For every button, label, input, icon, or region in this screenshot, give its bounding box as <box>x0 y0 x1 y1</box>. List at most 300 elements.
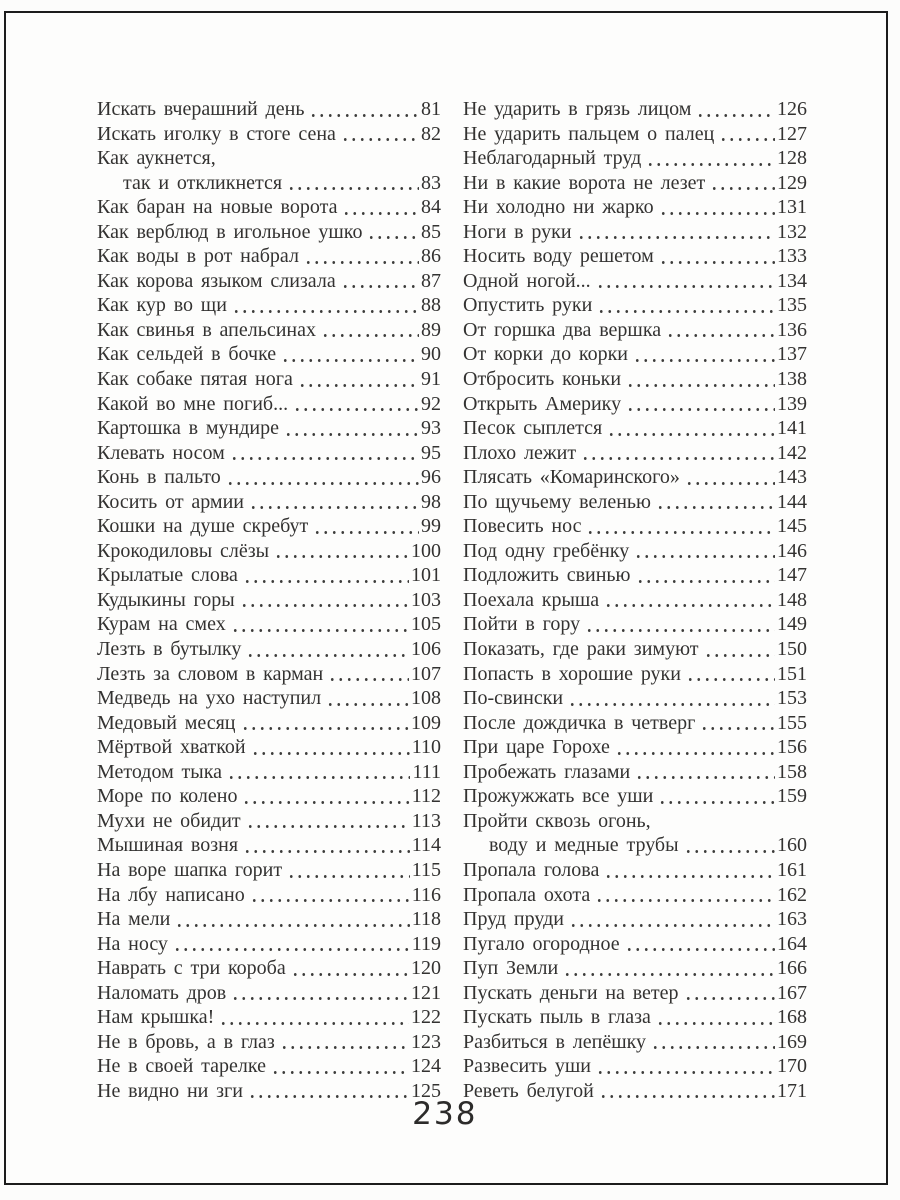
dot-leader <box>341 122 419 147</box>
toc-entry <box>97 293 441 318</box>
toc-entry-page: 108 <box>411 687 441 710</box>
toc-entry-page: 96 <box>421 466 441 489</box>
toc-entry-title: Плохо лежит <box>463 441 577 464</box>
toc-entry-page: 139 <box>777 392 807 415</box>
toc-entry <box>97 318 441 343</box>
toc-entry <box>463 539 807 564</box>
dot-leader <box>246 809 410 834</box>
toc-entry <box>463 367 807 392</box>
dot-leader <box>597 293 775 318</box>
toc-entry-title: Как сельдей в бочке <box>97 343 277 366</box>
toc-entry-page: 115 <box>411 858 441 881</box>
toc-entry-first-line <box>97 146 441 171</box>
toc-entry-page: 90 <box>421 343 441 366</box>
toc-entry-page: 151 <box>777 662 807 685</box>
dot-leader <box>309 97 419 122</box>
toc-entry-title: Медовый месяц <box>97 711 236 734</box>
dot-leader <box>625 932 775 957</box>
toc-entry-page: 128 <box>777 147 807 170</box>
toc-entry <box>97 735 441 760</box>
toc-entry-page: 171 <box>777 1079 807 1102</box>
dot-leader <box>615 735 775 760</box>
toc-entry <box>97 956 441 981</box>
toc-entry <box>97 711 441 736</box>
toc-entry-title: От горшка два вершка <box>463 318 662 341</box>
toc-entry-title: Как свинья в апельсинах <box>97 318 317 341</box>
toc-entry-page: 132 <box>777 220 807 243</box>
toc-entry <box>97 883 441 908</box>
toc-entry-title: Косить от армии <box>97 490 244 513</box>
toc-entry-page: 126 <box>777 98 807 120</box>
toc-entry-title: Мёртвой хваткой <box>97 736 246 759</box>
dot-leader <box>246 637 409 662</box>
toc-entry-page: 118 <box>411 908 441 931</box>
toc-entry-title: Прожужжать все уши <box>463 785 654 808</box>
dot-leader <box>659 244 775 269</box>
toc-entry <box>97 760 441 785</box>
toc-entry <box>463 981 807 1006</box>
toc-entry-title: Как баран на новые ворота <box>97 196 338 219</box>
dot-leader <box>595 883 775 908</box>
dot-leader <box>710 171 775 196</box>
dot-leader <box>604 588 775 613</box>
dot-leader <box>291 956 409 981</box>
toc-entry-title: Пробежать глазами <box>463 760 631 783</box>
toc-entry-page: 131 <box>777 196 807 219</box>
toc-entry-page: 149 <box>777 613 807 636</box>
toc-entry-title: Развесить уши <box>463 1055 591 1078</box>
toc-entry-title: Кошки на душе скребут <box>97 515 309 538</box>
toc-entry-page: 111 <box>412 760 441 783</box>
dot-leader <box>666 318 775 343</box>
toc-entry-page: 166 <box>777 957 807 980</box>
toc-entry-page: 109 <box>411 711 441 734</box>
toc-entry-page: 123 <box>411 1030 441 1053</box>
toc-entry-page: 160 <box>777 834 807 857</box>
dot-leader <box>651 1030 775 1055</box>
toc-entry-page: 110 <box>411 736 441 759</box>
toc-entry-title: Как верблюд в игольное ушко <box>97 220 363 243</box>
toc-entry-page: 143 <box>777 466 807 489</box>
toc-entry-title: На воре шапка горит <box>97 858 283 881</box>
toc-entry-page: 148 <box>777 588 807 611</box>
toc-entry-title: Курам на смех <box>97 613 226 636</box>
toc-entry <box>463 293 807 318</box>
toc-entry-page: 87 <box>421 269 441 292</box>
toc-entry-page: 119 <box>411 932 441 955</box>
toc-entry-page: 147 <box>777 564 807 587</box>
dot-leader <box>298 367 419 392</box>
toc-entry <box>463 784 807 809</box>
toc-entry-page: 136 <box>777 318 807 341</box>
toc-entry <box>463 711 807 736</box>
toc-entry <box>97 563 441 588</box>
dot-leader <box>226 465 419 490</box>
toc-entry-title: Пропала охота <box>463 883 591 906</box>
toc-entry <box>97 392 441 417</box>
dot-leader <box>274 539 409 564</box>
toc-entry <box>97 686 441 711</box>
toc-entry-page: 133 <box>777 245 807 268</box>
dot-leader <box>656 490 775 515</box>
toc-entry-page: 144 <box>777 490 807 513</box>
toc-entry-title: Песок сыплется <box>463 417 603 440</box>
dot-leader <box>293 392 419 417</box>
toc-entry <box>463 441 807 466</box>
dot-leader <box>281 342 419 367</box>
dot-leader <box>367 220 419 245</box>
toc-entry <box>463 220 807 245</box>
dot-leader <box>586 514 775 539</box>
page-number: 238 <box>411 1096 479 1132</box>
toc-entry <box>97 612 441 637</box>
toc-entry <box>463 171 807 196</box>
toc-entry-page: 150 <box>777 638 807 661</box>
toc-entry <box>97 981 441 1006</box>
toc-entry-title: Конь в пальто <box>97 466 221 489</box>
toc-entry-title: Не в своей тарелке <box>97 1055 266 1078</box>
toc-entry-page: 95 <box>421 441 441 464</box>
dot-leader <box>596 1054 775 1079</box>
toc-entry <box>97 809 441 834</box>
toc-entry <box>97 269 441 294</box>
dot-leader <box>243 833 410 858</box>
toc-entry-page: 137 <box>777 343 807 366</box>
toc-entry-page: 168 <box>777 1006 807 1029</box>
toc-entry-title: Повесить нос <box>463 515 582 538</box>
dot-leader <box>243 563 409 588</box>
toc-columns <box>97 97 807 1103</box>
toc-entry <box>97 416 441 441</box>
toc-entry-title: Искать вчерашний день <box>97 98 305 120</box>
toc-entry-page: 98 <box>421 490 441 513</box>
toc-entry-title: Неблагодарный труд <box>463 147 642 170</box>
dot-leader <box>328 662 409 687</box>
toc-entry <box>97 588 441 613</box>
toc-entry <box>97 637 441 662</box>
toc-entry-title: Мышиная возня <box>97 834 239 857</box>
toc-entry <box>463 465 807 490</box>
toc-entry-title: Крокодиловы слёзы <box>97 539 270 562</box>
toc-entry-page: 107 <box>411 662 441 685</box>
dot-leader <box>656 1005 775 1030</box>
toc-entry-title: Попасть в хорошие руки <box>463 662 681 685</box>
toc-entry-title: воду и медные трубы <box>489 834 679 857</box>
toc-entry <box>97 539 441 564</box>
toc-entry-page: 85 <box>421 220 441 243</box>
toc-entry-title: По-свински <box>463 687 564 710</box>
dot-leader <box>633 342 775 367</box>
toc-entry <box>463 1005 807 1030</box>
toc-entry-page: 161 <box>777 858 807 881</box>
toc-entry-page: 121 <box>411 981 441 1004</box>
toc-entry-page: 93 <box>421 417 441 440</box>
toc-entry-title: Кудыкины горы <box>97 588 235 611</box>
dot-leader <box>577 220 775 245</box>
toc-entry-title: Как корова языком слизала <box>97 269 336 292</box>
toc-entry-title: Реветь белугой <box>463 1079 594 1102</box>
toc-entry-page: 114 <box>411 834 441 857</box>
toc-entry <box>97 244 441 269</box>
toc-entry-title: Пуп Земли <box>463 957 559 980</box>
toc-entry-title: На носу <box>97 932 168 955</box>
toc-entry-title: Подложить свинью <box>463 564 631 587</box>
toc-entry-page: 158 <box>777 760 807 783</box>
dot-leader <box>227 760 410 785</box>
toc-entry <box>463 612 807 637</box>
dot-leader <box>585 612 775 637</box>
toc-entry-page: 163 <box>777 908 807 931</box>
toc-entry <box>463 833 807 858</box>
toc-entry-title: Отбросить коньки <box>463 368 622 391</box>
toc-entry <box>463 932 807 957</box>
toc-entry-page: 135 <box>777 294 807 317</box>
toc-entry-title: Ноги в руки <box>463 220 572 243</box>
dot-leader <box>231 612 409 637</box>
toc-entry-title: Методом тыка <box>97 760 223 783</box>
toc-entry <box>463 342 807 367</box>
toc-entry-title: Медведь на ухо наступил <box>97 687 322 710</box>
dot-leader <box>175 907 409 932</box>
dot-leader <box>634 539 775 564</box>
toc-entry <box>97 220 441 245</box>
toc-entry-title: Одной ногой... <box>463 269 591 292</box>
toc-entry-title: Крылатые слова <box>97 564 238 587</box>
toc-entry-page: 120 <box>411 957 441 980</box>
dot-leader <box>326 686 409 711</box>
dot-leader <box>304 244 419 269</box>
dot-leader <box>659 195 775 220</box>
dot-leader <box>607 416 775 441</box>
toc-entry <box>463 637 807 662</box>
dot-leader <box>596 269 775 294</box>
dot-leader <box>232 293 419 318</box>
toc-entry <box>97 195 441 220</box>
toc-entry-page: 100 <box>411 539 441 562</box>
toc-entry <box>97 465 441 490</box>
toc-entry-title: Не ударить пальцем о палец <box>463 122 715 145</box>
toc-entry-title: Не в бровь, а в глаз <box>97 1030 275 1053</box>
toc-entry-title: Как воды в рот набрал <box>97 245 299 268</box>
toc-entry-title: Поехала крыша <box>463 588 600 611</box>
toc-entry-page: 142 <box>777 441 807 464</box>
toc-entry <box>463 1054 807 1079</box>
toc-entry-title: Пугало огородное <box>463 932 620 955</box>
dot-leader <box>341 269 419 294</box>
toc-entry-page: 138 <box>777 368 807 391</box>
toc-entry <box>463 195 807 220</box>
toc-entry-title: Пруд пруди <box>463 908 564 931</box>
toc-entry-page: 167 <box>777 981 807 1004</box>
toc-entry-title: Лезть за словом в карман <box>97 662 324 685</box>
dot-leader <box>240 588 409 613</box>
dot-leader <box>249 490 419 515</box>
toc-entry-title: Наломать дров <box>97 981 227 1004</box>
toc-entry-title: Какой во мне погиб... <box>97 392 289 415</box>
toc-entry-title: Под одну гребёнку <box>463 539 630 562</box>
dot-leader <box>287 858 410 883</box>
dot-leader <box>280 1030 409 1055</box>
toc-entry <box>97 514 441 539</box>
dot-leader <box>242 784 409 809</box>
toc-entry-title: Мухи не обидит <box>97 809 241 832</box>
dot-leader <box>696 97 775 122</box>
toc-entry-title: Пускать деньги на ветер <box>463 981 679 1004</box>
toc-entry <box>97 342 441 367</box>
dot-leader <box>250 883 410 908</box>
toc-entry-page: 141 <box>777 417 807 440</box>
toc-entry <box>97 490 441 515</box>
toc-entry <box>463 269 807 294</box>
dot-leader <box>231 981 409 1006</box>
dot-leader <box>626 392 775 417</box>
toc-entry-page: 134 <box>777 269 807 292</box>
toc-entry-page: 116 <box>411 883 441 906</box>
toc-entry <box>463 858 807 883</box>
toc-entry <box>463 490 807 515</box>
toc-entry <box>463 392 807 417</box>
toc-column-left <box>97 97 441 1103</box>
toc-entry-page: 89 <box>421 318 441 341</box>
toc-entry <box>463 122 807 147</box>
toc-entry <box>463 588 807 613</box>
dot-leader <box>626 367 775 392</box>
toc-entry-title: Нам крышка! <box>97 1006 215 1029</box>
toc-entry-page: 112 <box>411 785 441 808</box>
toc-entry-page: 164 <box>777 932 807 955</box>
toc-entry-title: По щучьему веленью <box>463 490 651 513</box>
toc-entry <box>463 318 807 343</box>
toc-entry <box>97 784 441 809</box>
toc-entry-title: Ни холодно ни жарко <box>463 196 654 219</box>
toc-entry-page: 159 <box>777 785 807 808</box>
toc-entry-page: 146 <box>777 539 807 562</box>
toc-entry <box>463 735 807 760</box>
toc-entry <box>97 932 441 957</box>
toc-column-right <box>463 97 807 1103</box>
dot-leader <box>321 318 419 343</box>
toc-entry <box>463 146 807 171</box>
toc-entry-page: 103 <box>411 588 441 611</box>
toc-entry <box>463 244 807 269</box>
dot-leader <box>287 171 419 196</box>
toc-entry-page: 156 <box>777 736 807 759</box>
dot-leader <box>686 662 775 687</box>
toc-entry <box>463 760 807 785</box>
toc-entry-page: 105 <box>411 613 441 636</box>
toc-entry-title: Искать иголку в стоге сена <box>97 122 336 145</box>
toc-entry-title: Картошка в мундире <box>97 417 280 440</box>
toc-entry-page: 145 <box>777 515 807 538</box>
toc-entry-title: Плясать «Комаринского» <box>463 466 680 489</box>
dot-leader <box>251 735 410 760</box>
toc-entry-page: 162 <box>777 883 807 906</box>
dot-leader <box>604 858 775 883</box>
dot-leader <box>313 514 419 539</box>
toc-entry-title: так и откликнется <box>123 171 283 194</box>
toc-entry-title: На мели <box>97 908 171 931</box>
toc-entry-page: 122 <box>411 1006 441 1029</box>
dot-leader <box>219 1005 409 1030</box>
toc-entry <box>97 122 441 147</box>
toc-entry <box>463 662 807 687</box>
dot-leader <box>568 686 775 711</box>
toc-entry-title: Носить воду решетом <box>463 245 654 268</box>
toc-entry-title: Пускать пыль в глаза <box>463 1006 651 1029</box>
toc-entry-page: 82 <box>421 122 441 145</box>
dot-leader <box>646 146 775 171</box>
toc-entry <box>463 514 807 539</box>
toc-entry-title: Как собаке пятая нога <box>97 368 293 391</box>
toc-entry-title: Пропала голова <box>463 858 600 881</box>
dot-leader <box>563 956 775 981</box>
toc-entry-page: 124 <box>411 1055 441 1078</box>
toc-entry-page: 86 <box>421 245 441 268</box>
toc-entry-title: При царе Горохе <box>463 736 610 759</box>
dot-leader <box>635 760 775 785</box>
dot-leader <box>271 1054 409 1079</box>
toc-entry-title: Клевать носом <box>97 441 225 464</box>
toc-entry-title: Не ударить в грязь лицом <box>463 98 692 120</box>
toc-entry-title: Как аукнется, <box>97 147 216 170</box>
toc-entry-title: Море по колено <box>97 785 238 808</box>
toc-entry <box>97 858 441 883</box>
toc-entry-page: 101 <box>411 564 441 587</box>
dot-leader <box>636 563 776 588</box>
dot-leader <box>700 711 775 736</box>
toc-entry-page: 83 <box>421 171 441 194</box>
toc-entry-title: Наврать с три короба <box>97 957 286 980</box>
toc-entry <box>463 1030 807 1055</box>
toc-entry-page: 169 <box>777 1030 807 1053</box>
toc-entry <box>97 662 441 687</box>
toc-entry <box>97 441 441 466</box>
dot-leader <box>684 833 775 858</box>
dot-leader <box>569 907 775 932</box>
toc-entry <box>463 956 807 981</box>
toc-entry-title: Пойти в гору <box>463 613 581 636</box>
toc-entry-title: На лбу написано <box>97 883 245 906</box>
dot-leader <box>684 981 775 1006</box>
toc-entry-page: 113 <box>411 809 441 832</box>
toc-entry <box>97 367 441 392</box>
toc-entry-title: Опустить руки <box>463 294 593 317</box>
toc-entry-page: 106 <box>411 638 441 661</box>
toc-entry-page: 155 <box>777 711 807 734</box>
toc-entry <box>97 171 441 196</box>
toc-entry <box>97 1030 441 1055</box>
dot-leader <box>719 122 775 147</box>
toc-entry-title: Пройти сквозь огонь, <box>463 809 651 832</box>
dot-leader <box>704 637 776 662</box>
toc-entry-page: 99 <box>421 515 441 538</box>
toc-entry-page: 84 <box>421 196 441 219</box>
toc-entry-page: 88 <box>421 294 441 317</box>
toc-entry-title: Разбиться в лепёшку <box>463 1030 647 1053</box>
toc-entry-page: 127 <box>777 122 807 145</box>
toc-entry-page: 170 <box>777 1055 807 1078</box>
toc-entry <box>97 833 441 858</box>
toc-entry-title: От корки до корки <box>463 343 629 366</box>
toc-entry <box>463 416 807 441</box>
toc-entry <box>463 97 807 122</box>
toc-entry-page: 129 <box>777 171 807 194</box>
dot-leader <box>230 441 419 466</box>
toc-entry-page: 125 <box>411 1079 441 1102</box>
dot-leader <box>685 465 775 490</box>
toc-entry <box>463 907 807 932</box>
toc-entry-title: Как кур во щи <box>97 294 227 317</box>
